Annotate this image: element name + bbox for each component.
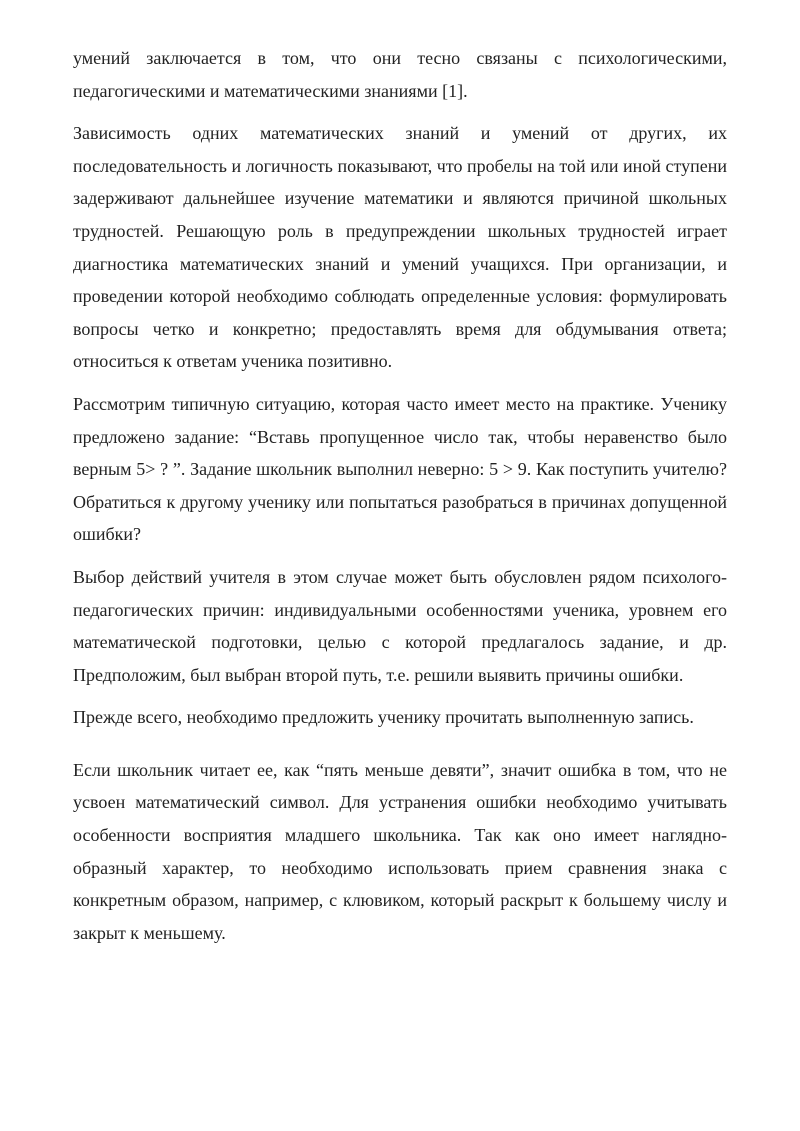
paragraph-5: Прежде всего, необходимо предложить ученику прочитать выполненную запись. bbox=[73, 707, 694, 728]
paragraph-2: Зависимость одних математических знаний и умений от других, их последовательность и логичность показывают, что пробелы на той или иной ступени задерживают дальнейшее изучение математики и являются причиной школьных трудностей. Решающую роль в предупреждении школьных трудностей играет диагностика математических знаний и умений учащихся. При организации, и проведении которой необходимо соблюдать определенные условия: формулировать вопросы четко и конкретно; предоставлять время для обдумывания ответа; относиться к ответам ученика позитивно. bbox=[73, 123, 727, 372]
document-page bbox=[73, 42, 727, 959]
paragraph-6: Если школьник читает ее, как “пять меньше девяти”, значит ошибка в том, что не усвоен математический символ. Для устранения ошибки необходимо учитывать особенности восприятия младшего школьника. Так как оно имеет наглядно-образный характер, то необходимо использовать прием сравнения знака с конкретным образом, например, с клювиком, который раскрыт к большему числу и закрыт к меньшему. bbox=[73, 759, 727, 943]
paragraph-1: умений заключается в том, что они тесно связаны с психологическими, педагогическими и математическими знаниями [1]. bbox=[73, 48, 727, 101]
paragraph-4: Выбор действий учителя в этом случае может быть обусловлен рядом психолого-педагогических причин: индивидуальными особенностями ученика, уровнем его математической подготовки, целью с которой предлагалось задание, и др. Предположим, был выбран второй путь, т.е. решили выявить причины ошибки. bbox=[73, 566, 727, 685]
paragraph-3: Рассмотрим типичную ситуацию, которая часто имеет место на практике. Ученику предложено задание: “Вставь пропущенное число так, чтобы неравенство было верным 5> ? ”. Задание школьник выполнил неверно: 5 > 9. Как поступить учителю? Обратиться к другому ученику или попытаться разобраться в причинах допущенной ошибки? bbox=[73, 393, 727, 545]
